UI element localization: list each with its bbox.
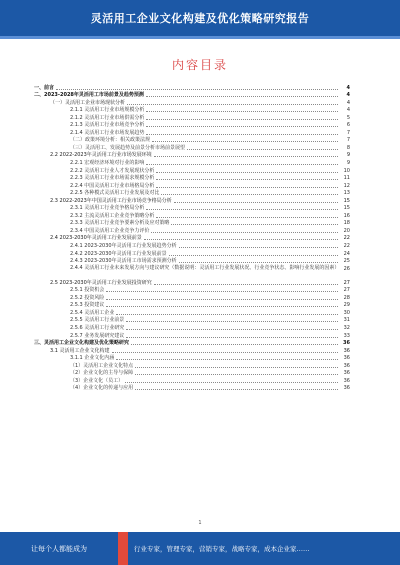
toc-entry-page: 27 — [343, 279, 350, 286]
toc-leader-dots — [174, 202, 338, 203]
toc-entry-label: 3.1 灵活用工企业文化构建 — [50, 347, 110, 354]
toc-entry-page: 9 — [346, 152, 350, 159]
toc-leader-dots — [106, 291, 338, 292]
toc-leader-dots — [146, 134, 338, 135]
toc-entry-page: 36 — [343, 377, 350, 384]
toc-entry-page: 36 — [343, 362, 350, 369]
toc-entry[interactable] — [34, 265, 350, 279]
toc-leader-dots — [146, 164, 338, 165]
toc-entry-page: 32 — [343, 324, 350, 331]
toc-entry-page: 18 — [343, 220, 350, 227]
toc-entry-page: 15 — [343, 197, 350, 204]
toc-entry-page: 9 — [346, 160, 350, 167]
toc-entry-label: 2.5.5 灵活用工行业前景 — [70, 317, 125, 324]
toc-entry-page: 22 — [343, 235, 350, 242]
toc-leader-dots — [151, 232, 338, 233]
toc-entry-page: 5 — [346, 114, 350, 121]
toc-entry[interactable] — [34, 385, 350, 393]
header-stripe — [0, 36, 400, 39]
toc-entry-label: 2.3.2 主流灵活用工企业竞争策略分析 — [70, 212, 155, 219]
toc-leader-dots — [106, 299, 338, 300]
toc-entry-label: 2.2.2 灵活用工行业人才发展现状分析 — [70, 167, 155, 174]
toc-entry-label: 一、前言 — [34, 84, 55, 91]
toc-leader-dots — [154, 156, 338, 157]
toc-entry-page: 4 — [346, 84, 350, 91]
toc-entry-label: 2.5.6 灵活用工行业研究 — [70, 324, 125, 331]
toc-entry-page: 36 — [343, 347, 350, 354]
toc-entry-label: （三）灵活用工、发展趋势及前景分析市场前景展望 — [70, 144, 186, 151]
toc-entry-label: （4）企业文化的传递与应用 — [70, 385, 134, 392]
toc-leader-dots — [144, 239, 338, 240]
toc-leader-dots — [126, 337, 338, 338]
table-of-contents — [34, 84, 350, 392]
toc-title: 内容目录 — [171, 58, 228, 72]
footer-slogan-right: 行业专家，管理专家，营销专家，战略专家，成本企业家…… — [134, 545, 310, 553]
toc-entry-page: 22 — [343, 243, 350, 250]
toc-leader-dots — [156, 179, 338, 180]
toc-leader-dots — [156, 172, 338, 173]
toc-leader-dots — [154, 284, 338, 285]
toc-leader-dots — [56, 89, 338, 90]
toc-entry-label: （2）企业文化的主导与保障 — [70, 370, 134, 377]
toc-entry-label: 2.2.5 各种模式灵活用工行业发展及对比 — [70, 190, 160, 197]
toc-entry-page: 4 — [346, 107, 350, 114]
toc-entry-page: 7 — [346, 129, 350, 136]
toc-entry-label: 2.2.3 灵活用工行业市场需求规模分析 — [70, 175, 155, 182]
toc-leader-dots — [112, 352, 338, 353]
toc-entry-label: 2.1.1 灵活用工行业市场规模分析 — [70, 107, 145, 114]
toc-leader-dots — [126, 329, 338, 330]
toc-leader-dots — [131, 344, 338, 345]
toc-entry-page: 6 — [346, 122, 350, 129]
toc-leader-dots — [161, 194, 338, 195]
toc-entry-label: 2.4 2023-2030年灵活用工行业发展前景 — [50, 235, 142, 242]
toc-entry-label: 2.2.4 中国灵活用工行业市场格局分析 — [70, 182, 155, 189]
toc-entry-label: 2.5.3 投资建议 — [70, 302, 105, 309]
toc-leader-dots — [152, 141, 338, 142]
toc-leader-dots — [169, 255, 338, 256]
toc-entry-page: 15 — [343, 205, 350, 212]
toc-entry-page: 27 — [343, 287, 350, 294]
report-title: 灵活用工企业文化构建及优化策略研究报告 — [90, 12, 310, 25]
toc-entry-label: 2.1.2 灵活用工行业市场供需分析 — [70, 114, 145, 121]
toc-entry-label: （一）灵活用工企业市场现状分析 — [50, 99, 126, 106]
toc-entry-label: 三、灵活用工企业文化构建及优化策略研究 — [34, 340, 130, 347]
toc-entry-page: 4 — [346, 99, 350, 106]
toc-entry-page: 8 — [346, 144, 350, 151]
toc-leader-dots — [179, 262, 338, 263]
toc-entry-label: 二、2023-2028年灵活用工市场前景及趋势预测 — [34, 92, 144, 99]
toc-entry-page: 26 — [343, 266, 350, 273]
toc-entry-label: 2.5 2023-2030年灵活用工行业发展投资研究 — [50, 279, 152, 286]
toc-entry-label: 2.3.4 中国灵活用工企业竞争力评价 — [70, 227, 150, 234]
toc-entry-page: 25 — [343, 258, 350, 265]
toc-leader-dots — [125, 382, 338, 383]
toc-entry-page: 29 — [343, 302, 350, 309]
toc-entry-label: 2.5.7 业务发展研究建议 — [70, 332, 125, 339]
toc-leader-dots — [116, 359, 338, 360]
toc-entry-page: 16 — [343, 212, 350, 219]
toc-entry-label: 2.5.1 投资机会 — [70, 287, 105, 294]
toc-leader-dots — [156, 217, 338, 218]
footer-accent-bar — [118, 532, 128, 565]
toc-entry-page: 36 — [343, 340, 350, 347]
page-number: 1 — [198, 520, 202, 526]
toc-leader-dots — [116, 314, 338, 315]
toc-entry-page: 13 — [343, 190, 350, 197]
toc-entry-page: 33 — [343, 332, 350, 339]
toc-entry-label: 2.1.4 灵活用工行业市场发展趋势 — [70, 129, 145, 136]
toc-entry-page: 7 — [346, 137, 350, 144]
toc-leader-dots — [146, 119, 338, 120]
toc-entry-label: 2.3.3 灵活用工行业竞争要素分析及应对策略 — [70, 220, 170, 227]
toc-entry-label: 2.5.4 灵活用工企业 — [70, 309, 115, 316]
toc-leader-dots — [171, 224, 338, 225]
toc-entry-label: 2.4.1 2023-2030年灵活用工行业发展趋势分析 — [70, 243, 177, 250]
toc-leader-dots — [146, 126, 338, 127]
toc-entry-page: 36 — [343, 370, 350, 377]
toc-entry[interactable] — [34, 258, 350, 266]
toc-entry-page: 4 — [346, 92, 350, 99]
toc-leader-dots — [135, 367, 338, 368]
toc-entry-page: 36 — [343, 355, 350, 362]
footer-slogan-left: 让每个人都能成为 — [31, 544, 87, 553]
footer-banner — [0, 532, 400, 565]
toc-entry-page: 10 — [343, 167, 350, 174]
toc-entry-label: （1）灵活用工企业文化特点 — [70, 362, 134, 369]
toc-entry-label: 2.2 2022-2023年灵活用工行业市场发展环境 — [50, 152, 152, 159]
toc-entry-label: 2.1.3 灵活用工行业市场竞争分析 — [70, 122, 145, 129]
toc-entry-page: 36 — [343, 385, 350, 392]
toc-leader-dots — [156, 187, 338, 188]
toc-entry-page: 30 — [343, 309, 350, 316]
toc-leader-dots — [127, 104, 338, 105]
toc-leader-dots — [135, 389, 338, 390]
toc-entry-label: 2.5.2 投资风险 — [70, 294, 105, 301]
toc-entry-page: 24 — [343, 250, 350, 257]
toc-entry-label: 2.2.1 宏观经济环境对行业的影响 — [70, 160, 145, 167]
toc-leader-dots — [146, 111, 338, 112]
toc-leader-dots — [126, 321, 338, 322]
toc-entry-page: 31 — [343, 317, 350, 324]
toc-leader-dots — [187, 149, 338, 150]
toc-entry-label: （3）企业文化（员工） — [70, 377, 124, 384]
toc-entry-label: 2.4.3 2023-2030年灵活用工市场需求预测分析 — [70, 258, 177, 265]
toc-leader-dots — [135, 374, 338, 375]
report-header — [0, 0, 400, 36]
toc-entry-label: 2.3.1 灵活用工行业竞争格局分析 — [70, 205, 145, 212]
toc-leader-dots — [179, 247, 338, 248]
toc-entry-page: 20 — [343, 227, 350, 234]
toc-entry-page: 12 — [343, 182, 350, 189]
toc-entry-page: 11 — [343, 175, 350, 182]
toc-entry-label: 3.1.1 企业文化内涵 — [70, 355, 115, 362]
toc-entry-label: 2.4.4 灵活用工行业未来发展方向与建议研究（数据说明：灵活用工行业发展状况、行业竞争状态、影响行业发展的因素） — [70, 265, 340, 272]
toc-entry-label: （二）政策环境分析：相关政策法规 — [70, 137, 151, 144]
toc-leader-dots — [146, 209, 338, 210]
toc-leader-dots — [146, 96, 338, 97]
toc-entry-label: 2.4.2 2023-2030年灵活用工行业发展前景 — [70, 250, 167, 257]
toc-entry-page: 28 — [343, 294, 350, 301]
toc-leader-dots — [106, 306, 338, 307]
toc-entry-label: 2.3 2022-2023年中国灵活用工行业市场竞争格局分析 — [50, 197, 172, 204]
